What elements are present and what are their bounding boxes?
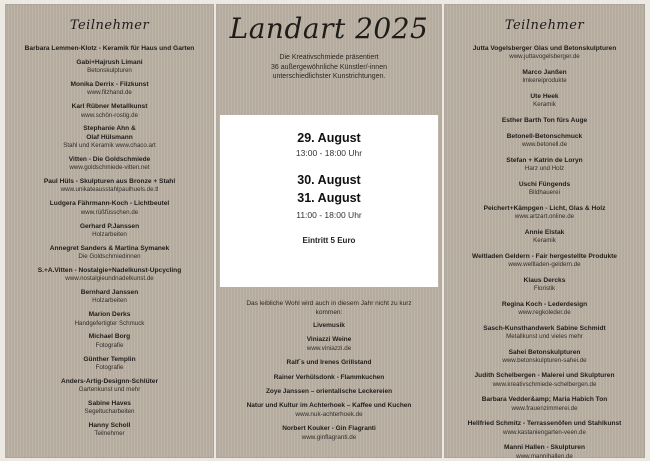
- catering-detail: www.ginflagranti.de: [301, 433, 357, 441]
- participant-entry: [444, 277, 645, 294]
- participant-name: Hanny Scholl: [88, 422, 131, 430]
- catering-item: [216, 388, 442, 396]
- catering-item: [216, 425, 442, 442]
- participant-entry: [5, 311, 214, 328]
- participant-name: Klaus Dercks: [523, 276, 566, 284]
- date-2: 30. August: [297, 173, 361, 187]
- participant-entry: [5, 103, 214, 120]
- participant-name: Hellfried Schmitz - Terrassenöfen und Stahlkunst: [467, 420, 622, 428]
- participant-name: Regina Koch - Lederdesign: [501, 300, 588, 308]
- participant-entry: [444, 117, 645, 125]
- event-title: Landart 2025: [229, 12, 429, 45]
- participant-detail: Metallkunst und vieles mehr: [506, 332, 583, 340]
- event-intro: Die Kreativschmiede präsentiert 36 außergewöhnliche Künstler/-innen unterschiedlichster Kunstrichtungen.: [271, 54, 387, 80]
- participant-entry: [5, 125, 214, 150]
- right-panel: [444, 4, 645, 458]
- participant-detail: www.regkoleder.de: [518, 308, 571, 316]
- participant-name: Annegret Sanders & Martina Symanek: [49, 244, 170, 252]
- participant-entry: [5, 356, 214, 373]
- participant-name: S.+A.Vitten - Nostalgie+Nadelkunst-Upcycling: [37, 266, 182, 274]
- catering-list: [216, 322, 442, 442]
- catering-name: Ralf´s und Irenes Grillstand: [286, 359, 372, 367]
- time-1: 13:00 - 18:00 Uhr: [295, 148, 363, 158]
- catering-name: Norbert Kouker - Gin Flagranti: [282, 425, 376, 433]
- participant-detail: Imkereiprodukte: [522, 77, 567, 85]
- participant-entry: [444, 301, 645, 318]
- date-3: 31. August: [297, 191, 361, 205]
- dates-box: [220, 115, 438, 287]
- participant-entry: [444, 157, 645, 174]
- left-panel-title: Teilnehmer: [69, 18, 150, 33]
- participant-name: Weltladen Geldern - Fair hergestellte Produkte: [472, 252, 617, 260]
- catering-detail: www.nuk-achterhoek.de: [295, 410, 363, 418]
- participant-detail: Harz und Holz: [524, 164, 565, 172]
- participant-entry: [444, 229, 645, 246]
- participant-detail: Teilnehmer: [94, 430, 125, 438]
- participant-detail: Handgefertigter Schmuck: [74, 319, 145, 327]
- participant-detail: Fotografie: [95, 341, 124, 349]
- catering-detail: www.viniazzi.de: [306, 344, 352, 352]
- participant-name: Betonell-Betonschmuck: [506, 132, 583, 140]
- participant-entry: [5, 178, 214, 195]
- participant-entry: [444, 205, 645, 222]
- participant-detail: Betonskulpturen: [87, 67, 132, 75]
- participant-entry: [5, 45, 214, 53]
- participant-entry: [444, 181, 645, 198]
- participant-entry: [5, 378, 214, 395]
- participant-entry: [444, 325, 645, 342]
- participant-detail: www.rüßfüsschen.de: [80, 208, 139, 216]
- participant-name: Sabine Haves: [88, 400, 131, 407]
- catering-name: Livemusik: [313, 322, 345, 329]
- participant-detail: Holzarbeiten: [92, 297, 127, 305]
- participant-name: Vitten - Die Goldschmiede: [68, 155, 151, 163]
- participant-detail: www.kastaniengarten-veen.de: [503, 428, 586, 436]
- participant-name: Ute Heek: [530, 92, 559, 100]
- right-panel-title: Teilnehmer: [504, 18, 585, 33]
- catering-name: Natur und Kultur im Achterhoek – Kaffee und Kuchen: [246, 402, 412, 410]
- admission-price: Eintritt 5 Euro: [302, 236, 356, 245]
- participant-detail: Die Goldschmiedinnen: [78, 252, 141, 260]
- participant-entry: [5, 245, 214, 262]
- participant-detail: www.frauenzimmerei.de: [511, 404, 578, 412]
- participant-detail: www.unikateausstahlpaulhuels.de.tl: [60, 186, 159, 194]
- participant-detail: Floristik: [533, 284, 556, 292]
- participant-name: Michael Borg: [88, 333, 131, 341]
- catering-item: [216, 336, 442, 353]
- catering-item: [216, 322, 442, 330]
- participant-entry: [444, 69, 645, 86]
- participant-detail: Bildhauerei: [529, 188, 560, 196]
- participant-entry: [5, 422, 214, 439]
- participant-entry: [444, 372, 645, 389]
- time-2: 11:00 - 18:00 Uhr: [296, 210, 362, 220]
- participant-name: Ludgera Fährmann-Koch - Lichtbeutel: [49, 200, 170, 208]
- catering-name: Rainer Verhülsdonk - Flammkuchen: [273, 373, 385, 381]
- participant-name: Anders-Artig-Designn-Schlüter: [60, 377, 159, 385]
- participant-detail: Fotografie: [95, 363, 124, 371]
- participant-name: Gabi+Hajrush Limani: [76, 58, 143, 66]
- participant-detail: www.weltladen-geldern.de: [508, 260, 581, 268]
- participant-detail: www.goldschmiede-vitten.net: [69, 164, 150, 172]
- participant-name: Monika Derrix - Filzkunst: [70, 81, 149, 89]
- left-panel: [5, 4, 214, 458]
- catering-name: Zoye Janssen – orientalische Leckereien: [265, 388, 393, 396]
- participant-entry: [444, 133, 645, 150]
- participant-detail: Segeltucharbeiten: [84, 408, 135, 416]
- catering-item: [216, 402, 442, 419]
- participant-name: Stephanie Ahn & Olaf Hülsmann: [83, 125, 136, 141]
- participant-entry: [444, 420, 645, 437]
- participant-entry: [444, 45, 645, 62]
- participant-name: Barbara Lemmen-Klotz - Keramik für Haus und Garten: [24, 45, 195, 52]
- participant-detail: www.betonskulpturen-sahei.de: [502, 356, 587, 364]
- participant-entry: [444, 349, 645, 366]
- participant-entry: [5, 400, 214, 417]
- participant-name: Marion Derks: [88, 311, 131, 319]
- participant-name: Paul Hüls - Skulpturen aus Bronze + Stahl: [43, 178, 176, 186]
- participant-entry: [5, 267, 214, 284]
- participant-name: Günther Templin: [83, 355, 136, 363]
- participant-entry: [5, 333, 214, 350]
- participant-detail: www.artzart.online.de: [514, 212, 575, 220]
- participant-name: Karl Rübner Metallkunst: [71, 103, 148, 111]
- participant-entry: [444, 253, 645, 270]
- participant-name: Jutta Vogelsberger Glas und Betonskulpturen: [472, 45, 617, 52]
- participant-name: Gerhard P.Janssen: [79, 222, 140, 230]
- catering-intro: Das leibliche Wohl wird auch in diesem Jahr nicht zu kurz kommen:: [246, 300, 412, 316]
- left-participant-list: [5, 45, 214, 439]
- participant-detail: Gartenkunst und mehr: [78, 386, 141, 394]
- participant-name: Peichert+Kämpgen - Licht, Glas & Holz: [483, 204, 606, 212]
- date-1: 29. August: [297, 131, 361, 145]
- middle-panel: [216, 4, 442, 458]
- participant-entry: [444, 396, 645, 413]
- participant-detail: www.juttavogelsberger.de: [509, 53, 580, 61]
- catering-section: [216, 300, 442, 448]
- participant-name: Sasch-Kunsthandwerk Sabine Schmidt: [483, 324, 606, 332]
- participant-name: Marco Janßen: [522, 68, 567, 76]
- participant-name: Stefan + Katrin de Loryn: [506, 156, 583, 164]
- catering-item: [216, 359, 442, 367]
- participant-detail: www.schön-rostig.de: [80, 111, 139, 119]
- participant-name: Annie Elstak: [524, 228, 565, 236]
- participant-detail: www.nostalgieundnadelkunst.de: [65, 275, 154, 283]
- participant-detail: Keramik: [533, 236, 556, 244]
- participant-entry: [444, 444, 645, 461]
- participant-entry: [5, 81, 214, 98]
- participant-name: Sahei Betonskulpturen: [508, 348, 581, 356]
- catering-name: Viniazzi Weine: [306, 336, 352, 344]
- participant-detail: www.mannihallen.de: [516, 452, 573, 460]
- participant-entry: [5, 59, 214, 76]
- participant-entry: [5, 223, 214, 240]
- participant-detail: www.filzhand.de: [87, 89, 132, 97]
- participant-detail: Holzarbeiten: [92, 230, 127, 238]
- catering-item: [216, 374, 442, 382]
- participant-detail: Keramik: [533, 101, 556, 109]
- participant-entry: [5, 200, 214, 217]
- participant-detail: www.kreativschmiede-schelbergen.de: [492, 380, 597, 388]
- participant-entry: [444, 93, 645, 110]
- participant-name: Judith Schelbergen - Malerei und Skulpturen: [474, 372, 615, 380]
- participant-detail: www.betonell.de: [521, 140, 568, 148]
- participant-name: Manni Hallen - Skulpturen: [504, 444, 585, 452]
- participant-name: Esther Barth Ton fürs Auge: [501, 116, 588, 124]
- right-participant-list: [444, 45, 645, 461]
- participant-name: Barbara Vedder&amp; Maria Habich Ton: [481, 396, 608, 404]
- participant-entry: [5, 289, 214, 306]
- participant-entry: [5, 156, 214, 173]
- participant-name: Bernhard Janssen: [80, 289, 139, 297]
- participant-name: Uschi Füngends: [518, 180, 571, 188]
- participant-detail: Stahl und Keramik www.chaco.art: [63, 142, 156, 150]
